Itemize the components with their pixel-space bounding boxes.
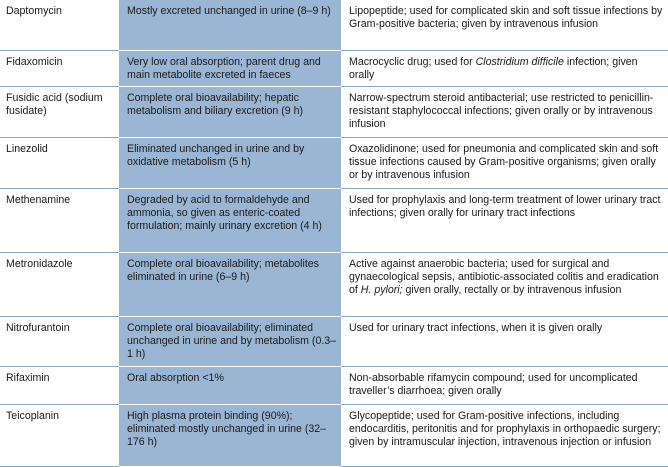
table-row — [0, 188, 668, 252]
use-cell — [341, 252, 668, 316]
use-cell: Narrow-spectrum steroid antibacterial; use restricted to penicillin-resistant staphylococcal infections; given orally or by intravenous infusion — [341, 86, 668, 137]
drug-name-cell: Methenamine — [0, 188, 119, 252]
drug-name-cell: Rifaximin — [0, 366, 119, 404]
drug-name-cell: Daptomycin — [6, 5, 62, 17]
table-row — [0, 86, 668, 137]
drug-name-cell: Nitrofurantoin — [0, 316, 119, 366]
drug-name-cell: Metronidazole — [0, 252, 119, 316]
drug-name-cell: Fusidic acid (sodium fusidate) — [0, 86, 119, 137]
use-cell — [341, 50, 668, 86]
pharmacokinetics-cell: Mostly excreted unchanged in urine (8–9 h) — [119, 0, 341, 50]
drug-name-cell: Fidaxomicin — [0, 50, 119, 86]
pharmacokinetics-cell: Oral absorption <1% — [119, 366, 341, 404]
use-cell: Used for prophylaxis and long-term treatment of lower urinary tract infections; given orally for urinary tract infections — [341, 188, 668, 252]
use-cell: Lipopeptide; used for complicated skin and soft tissue infections by Gram-positive bacteria; given by intravenous infusion — [349, 5, 663, 30]
pharmacokinetics-cell: Very low oral absorption; parent drug and main metabolite excreted in faeces — [119, 50, 341, 86]
use-text: Active against anaerobic bacteria; used for surgical and gynaecological sepsis, antibiotic-associated colitis and eradication of — [349, 257, 659, 296]
organism-name: H. pylori; — [360, 283, 403, 296]
use-cell: Non-absorbable rifamycin compound; used for uncomplicated traveller’s diarrhoea; given orally — [341, 366, 668, 404]
use-text: Macrocyclic drug; used for — [349, 55, 476, 68]
pharmacokinetics-cell: Degraded by acid to formaldehyde and ammonia, so given as enteric-coated formulation; mainly urinary excretion (4 h) — [119, 188, 341, 252]
table-row — [0, 137, 668, 188]
pharmacokinetics-cell: Complete oral bioavailability; metabolites eliminated in urine (6–9 h) — [119, 252, 341, 316]
use-cell: Oxazolidinone; used for pneumonia and complicated skin and soft tissue infections caused by Gram-positive organisms; given orally or by intravenous infusion — [341, 137, 668, 188]
table-row — [0, 404, 668, 466]
pharmacokinetics-cell: High plasma protein binding (90%); eliminated mostly unchanged in urine (32–176 h) — [119, 404, 341, 466]
table-row — [0, 366, 668, 404]
organism-name: Clostridium difficile — [475, 55, 564, 68]
drug-name-cell: Teicoplanin — [0, 404, 119, 466]
table-row — [0, 0, 668, 50]
use-text: infection; given orally — [349, 55, 638, 81]
use-cell: Glycopeptide; used for Gram-positive infections, including endocarditis, peritonitis and for prophylaxis in orthopaedic surgery; given by intramuscular injection, intravenous injection or infusion — [341, 404, 668, 466]
table-row — [0, 252, 668, 316]
use-text: given orally, rectally or by intravenous infusion — [402, 283, 622, 296]
pharmacokinetics-cell: Complete oral bioavailability; hepatic metabolism and biliary excretion (9 h) — [119, 86, 341, 137]
table-row — [0, 50, 668, 86]
use-cell: Used for urinary tract infections, when it is given orally — [341, 316, 668, 366]
pharmacokinetics-cell: Complete oral bioavailability; eliminated unchanged in urine and by metabolism (0.3–1 h) — [119, 316, 341, 366]
pharmacokinetics-cell: Eliminated unchanged in urine and by oxidative metabolism (5 h) — [119, 137, 341, 188]
table-row — [0, 316, 668, 366]
drug-name-cell: Linezolid — [0, 137, 119, 188]
